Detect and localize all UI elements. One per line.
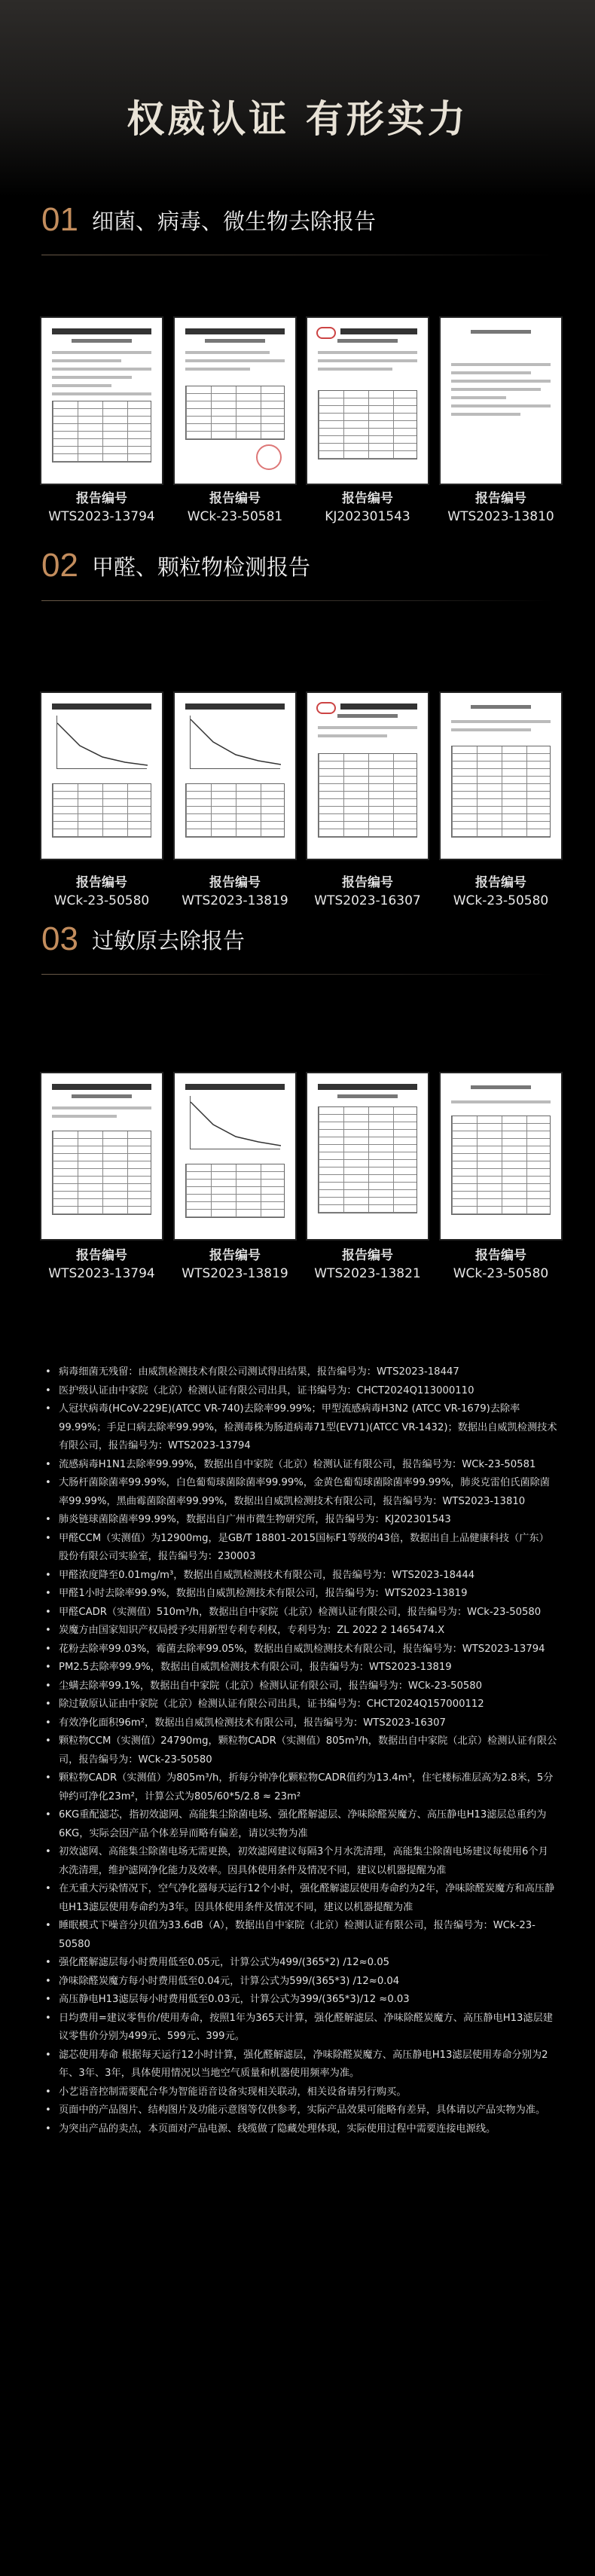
section-number: 03 bbox=[41, 920, 78, 957]
section-title: 甲醛、颗粒物检测报告 bbox=[91, 554, 310, 580]
report-document-image bbox=[307, 693, 428, 859]
note-item: • 流感病毒H1N1去除率99.99%，数据出自中家院（北京）检测认证有限公司，报告编号为：WCk-23-50581 bbox=[45, 1456, 557, 1475]
note-item: • 病毒细菌无残留：由威凯检测技术有限公司测试得出结果，报告编号为：WTS2023-18447 bbox=[45, 1363, 557, 1382]
report-document-image bbox=[175, 693, 295, 859]
note-item: • 在无重大污染情况下，空气净化器每天运行12个小时，强化醛解滤层使用寿命约为2年，净味除醛炭魔方和高压静电H13滤层使用寿命约为3年。因具体使用条件及情况不同，建议以机器提醒为准 bbox=[45, 1880, 557, 1917]
report-document-image bbox=[441, 693, 561, 859]
report-caption: 报告编号 KJ202301543 bbox=[325, 491, 410, 524]
section-title: 细菌、病毒、微生物去除报告 bbox=[91, 208, 376, 234]
report-document-image bbox=[307, 318, 428, 484]
report-caption: 报告编号 WTS2023-16307 bbox=[314, 875, 421, 908]
report-document-image bbox=[41, 693, 162, 859]
note-item: • 有效净化面积96m²，数据出自威凯检测技术有限公司，报告编号为：WTS2023-16307 bbox=[45, 1714, 557, 1733]
note-item: • 人冠状病毒(HCoV-229E)(ATCC VR-740)去除率99.99%；甲型流感病毒H3N2 (ATCC VR-1679)去除率99.99%；手足口病去除率99.99%，检测毒株为肠道病毒71型(EV71)(ATCC VR-1432)；数据出自威凯检测技术有限公司，报告编号为：WTS2023-13794 bbox=[45, 1400, 557, 1456]
note-item: • 除过敏原认证由中家院（北京）检测认证有限公司出具，证书编号为：CHCT2024Q157000112 bbox=[45, 1695, 557, 1714]
report-document-image bbox=[441, 318, 561, 484]
note-item: • 花粉去除率99.03%，霉菌去除率99.05%，数据出自威凯检测技术有限公司，报告编号为：WTS2023-13794 bbox=[45, 1641, 557, 1659]
report-caption: 报告编号 WCk-23-50580 bbox=[453, 1248, 549, 1281]
report-caption: 报告编号 WTS2023-13810 bbox=[447, 491, 554, 524]
page-title: 权威认证 有形实力 bbox=[127, 97, 468, 141]
note-item: • PM2.5去除率99.9%，数据出自威凯检测技术有限公司，报告编号为：WTS2023-13819 bbox=[45, 1659, 557, 1677]
note-item: • 强化醛解滤层每小时费用低至0.05元，计算公式为499/(365*2) /12≈0.05 bbox=[45, 1954, 557, 1973]
note-item: • 6KG重配滤芯，指初效滤网、高能集尘除菌电场、强化醛解滤层、净味除醛炭魔方、高压静电H13滤层总重约为6KG，实际会因产品个体差异而略有偏差，请以实物为准 bbox=[45, 1806, 557, 1843]
section-header-1 bbox=[41, 197, 376, 243]
report-caption: 报告编号 WCk-23-50581 bbox=[187, 491, 283, 524]
section-divider bbox=[41, 974, 554, 975]
note-item: • 医护级认证由中家院（北京）检测认证有限公司出具，证书编号为：CHCT2024Q113000110 bbox=[45, 1382, 557, 1401]
disclaimer-notes bbox=[45, 1363, 557, 2138]
section-header-2 bbox=[41, 543, 310, 588]
report-caption: 报告编号 WTS2023-13821 bbox=[314, 1248, 421, 1281]
note-item: • 为突出产品的卖点，本页面对产品电源、线缆做了隐藏处理体现，实际使用过程中需要连接电源线。 bbox=[45, 2120, 557, 2139]
note-item: • 净味除醛炭魔方每小时费用低至0.04元，计算公式为599/(365*3) /12≈0.04 bbox=[45, 1973, 557, 1992]
report-caption: 报告编号 WCk-23-50580 bbox=[53, 875, 150, 908]
note-item: • 小艺语音控制需要配合华为智能语音设备实现相关联动，相关设备请另行购买。 bbox=[45, 2083, 557, 2102]
section-divider bbox=[41, 600, 554, 601]
note-item: • 高压静电H13滤层每小时费用低至0.03元，计算公式为399/(365*3)/12 ≈0.03 bbox=[45, 1991, 557, 2010]
report-document-image bbox=[41, 318, 162, 484]
section-number: 01 bbox=[41, 201, 78, 238]
note-item: • 颗粒物CADR（实测值）为805m³/h，折每分钟净化颗粒物CADR值约为13.4m³，住宅楼标准层高为2.8米，5分钟约可净化23m²，计算公式为805/60*5/2.8 ≈ 23m² bbox=[45, 1769, 557, 1806]
note-item: • 甲醛CADR（实测值）510m³/h，数据出自中家院（北京）检测认证有限公司，报告编号为：WCk-23-50580 bbox=[45, 1604, 557, 1622]
note-item: • 甲醛1小时去除率99.9%，数据出自威凯检测技术有限公司，报告编号为：WTS2023-13819 bbox=[45, 1585, 557, 1604]
note-item: • 颗粒物CCM（实测值）24790mg，颗粒物CADR（实测值）805m³/h，数据出自中家院（北京）检测认证有限公司，报告编号为：WCk-23-50580 bbox=[45, 1732, 557, 1769]
note-item: • 日均费用=建议零售价/使用寿命，按照1年为365天计算，强化醛解滤层、净味除醛炭魔方、高压静电H13滤层建议零售价分别为499元、599元、399元。 bbox=[45, 2010, 557, 2046]
report-document-image bbox=[307, 1073, 428, 1239]
report-document-image bbox=[441, 1073, 561, 1239]
note-item: • 尘螨去除率99.1%，数据出自中家院（北京）检测认证有限公司，报告编号为：WCk-23-50580 bbox=[45, 1677, 557, 1696]
note-item: • 睡眠模式下噪音分贝值为33.6dB（A），数据出自中家院（北京）检测认证有限公司，报告编号为：WCk-23-50580 bbox=[45, 1917, 557, 1954]
section-number: 02 bbox=[41, 547, 78, 584]
hero-banner bbox=[0, 0, 595, 197]
note-item: • 页面中的产品图片、结构图片及功能示意图等仅供参考，实际产品效果可能略有差异，具体请以产品实物为准。 bbox=[45, 2101, 557, 2120]
note-item: • 肺炎链球菌除菌率99.99%，数据出自广州市微生物研究所，报告编号为：KJ202301543 bbox=[45, 1511, 557, 1530]
note-item: • 炭魔方由国家知识产权局授予实用新型专利专利权，专利号为：ZL 2022 2 1465474.X bbox=[45, 1622, 557, 1641]
report-document-image bbox=[175, 318, 295, 484]
report-caption: 报告编号 WCk-23-50580 bbox=[453, 875, 549, 908]
report-caption: 报告编号 WTS2023-13794 bbox=[48, 1248, 155, 1281]
note-item: • 滤芯使用寿命 根据每天运行12小时计算，强化醛解滤层，净味除醛炭魔方、高压静电H13滤层使用寿命分别为2年、3年、3年，具体使用情况以当地空气质量和机器使用频率为准。 bbox=[45, 2046, 557, 2083]
section-header-3 bbox=[41, 917, 245, 962]
note-item: • 初效滤网、高能集尘除菌电场无需更换，初效滤网建议每隔3个月水洗清理，高能集尘除菌电场建议每使用6个月水洗清理，维护滤网净化能力及效率。因具体使用条件及情况不同，建议以机器提醒为准 bbox=[45, 1843, 557, 1880]
report-caption: 报告编号 WTS2023-13819 bbox=[182, 1248, 288, 1281]
section-title: 过敏原去除报告 bbox=[91, 927, 245, 954]
report-caption: 报告编号 WTS2023-13794 bbox=[48, 491, 155, 524]
report-caption: 报告编号 WTS2023-13819 bbox=[182, 875, 288, 908]
report-document-image bbox=[175, 1073, 295, 1239]
report-document-image bbox=[41, 1073, 162, 1239]
note-item: • 大肠杆菌除菌率99.99%，白色葡萄球菌除菌率99.99%，金黄色葡萄球菌除菌率99.99%，肺炎克雷伯氏菌除菌率99.99%，黑曲霉菌除菌率99.99%，数据出自威凯检测技术有限公司，报告编号为：WTS2023-13810 bbox=[45, 1474, 557, 1511]
note-item: • 甲醛浓度降至0.01mg/m³，数据出自威凯检测技术有限公司，报告编号为：WTS2023-18444 bbox=[45, 1567, 557, 1586]
note-item: • 甲醛CCM（实测值）为12900mg，是GB/T 18801-2015国标F1等级的43倍，数据出自上品健康科技（广东）股份有限公司实验室，报告编号为：230003 bbox=[45, 1530, 557, 1567]
